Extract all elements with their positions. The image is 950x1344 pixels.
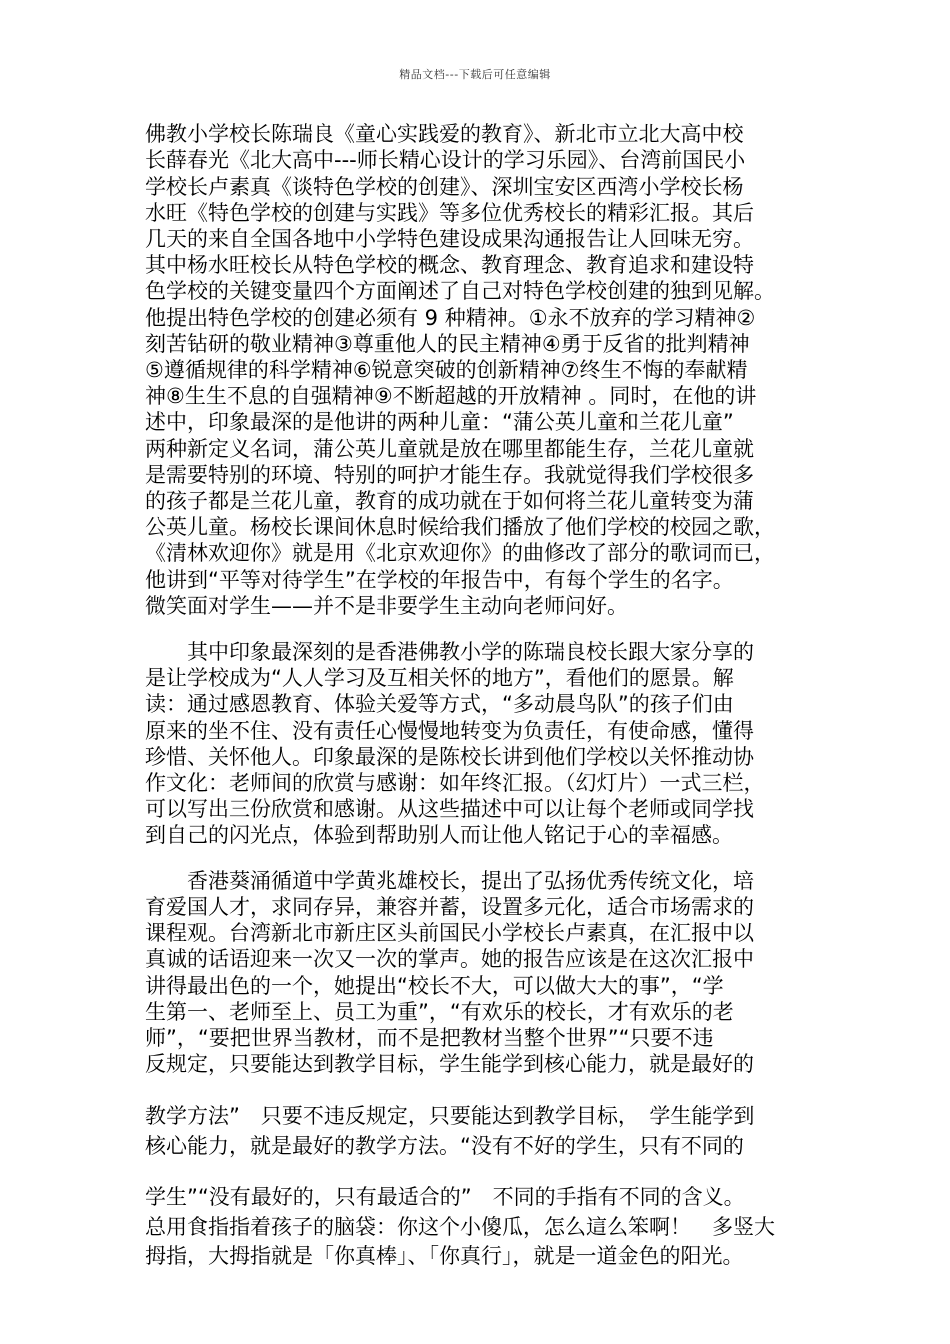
text-line: 神⑧生生不息的自强精神⑨不断超越的开放精神 。同时，在他的讲 bbox=[145, 384, 757, 408]
text-line: ⑤遵循规律的科学精神⑥锐意突破的创新精神⑦终生不悔的奉献精 bbox=[145, 358, 748, 382]
text-line: 《清林欢迎你》就是用《北京欢迎你》的曲修改了部分的歌词而已， bbox=[145, 541, 775, 565]
text-line: 他提出特色学校的创建必须有 9 种精神。①永不放弃的学习精神② bbox=[145, 306, 756, 330]
text-line: 他讲到“平等对待学生”在学校的年报告中，有每个学生的名字。 bbox=[145, 568, 734, 592]
text-line: 色学校的关键变量四个方面阐述了自己对特色学校创建的独到见解。 bbox=[145, 279, 775, 303]
text-line: 反规定，只要能达到教学目标，学生能学到核心能力，就是最好的 bbox=[145, 1052, 754, 1076]
text-line: 讲得最出色的一个，她提出“校长不大，可以做大大的事”，“学 bbox=[145, 974, 724, 998]
text-line: 总用食指指着孩子的脑袋：你这个小傻瓜，怎么這么笨啊！ 多竖大 bbox=[145, 1215, 775, 1239]
text-line: 述中，印象最深的是他讲的两种儿童：“蒲公英儿童和兰花儿童” bbox=[145, 410, 734, 434]
text-line: 的孩子都是兰花儿童，教育的成功就在于如何将兰花儿童转变为蒲 bbox=[145, 489, 754, 513]
text-line: 教学方法” 只要不违反规定，只要能达到教学目标， 学生能学到 bbox=[145, 1104, 755, 1128]
text-line: 生第一、老师至上、员工为重”，“有欢乐的校长，才有欢乐的老 bbox=[145, 1000, 734, 1024]
text-line: 珍惜、关怀他人。印象最深的是陈校长讲到他们学校以关怀推动协 bbox=[145, 745, 754, 769]
text-line: 到自己的闪光点，体验到帮助别人而让他人铭记于心的幸福感。 bbox=[145, 823, 733, 847]
text-line: 刻苦钻研的敬业精神③尊重他人的民主精神④勇于反省的批判精神 bbox=[145, 332, 750, 356]
text-line: 原来的坐不住、没有责任心慢慢地转变为负责任，有使命感，懂得 bbox=[145, 719, 754, 743]
text-line: 其中印象最深刻的是香港佛教小学的陈瑞良校长跟大家分享的 bbox=[145, 640, 754, 664]
text-line: 读：通过感恩教育、体验关爱等方式，“多动晨鸟队”的孩子们由 bbox=[145, 692, 734, 716]
text-line: 两种新定义名词，蒲公英儿童就是放在哪里都能生存，兰花儿童就 bbox=[145, 437, 754, 461]
text-line: 学校长卢素真《谈特色学校的创建》、深圳宝安区西湾小学校长杨 bbox=[145, 175, 744, 199]
text-line: 拇指，大拇指就是「你真棒」、「你真行」，就是一道金色的阳光。 bbox=[145, 1244, 744, 1268]
text-line: 佛教小学校长陈瑞良《童心实践爱的教育》、新北市立北大高中校 bbox=[145, 122, 744, 146]
text-line: 长薛春光《北大高中---师长精心设计的学习乐园》、台湾前国民小 bbox=[145, 148, 746, 172]
text-line: 真诚的话语迎来一次又一次的掌声。她的报告应该是在这次汇报中 bbox=[145, 947, 754, 971]
text-line: 水旺《特色学校的创建与实践》等多位优秀校长的精彩汇报。其后 bbox=[145, 201, 754, 225]
text-line: 师”，“要把世界当教材，而不是把教材当整个世界”“只要不违 bbox=[145, 1026, 714, 1050]
text-line: 是让学校成为“人人学习及互相关怀的地方”，看他们的愿景。解 bbox=[145, 666, 734, 690]
text-line: 是需要特别的环境、特别的呵护才能生存。我就觉得我们学校很多 bbox=[145, 463, 754, 487]
text-line: 几天的来自全国各地中小学特色建设成果沟通报告让人回味无穷。 bbox=[145, 227, 754, 251]
text-line: 课程观。台湾新北市新庄区头前国民小学校长卢素真，在汇报中以 bbox=[145, 921, 754, 945]
text-line: 其中杨水旺校长从特色学校的概念、教育理念、教育追求和建设特 bbox=[145, 253, 754, 277]
text-line: 微笑面对学生——并不是非要学生主动向老师问好。 bbox=[145, 594, 628, 618]
page-header: 精品文档---下载后可任意编辑 bbox=[399, 68, 551, 81]
text-line: 公英儿童。杨校长课间休息时候给我们播放了他们学校的校园之歌， bbox=[145, 515, 775, 539]
text-line: 核心能力，就是最好的教学方法。“没有不好的学生，只有不同的 bbox=[145, 1134, 744, 1158]
text-line: 学生”“没有最好的，只有最适合的” 不同的手指有不同的含义。 bbox=[145, 1185, 745, 1209]
text-line: 香港葵涌循道中学黄兆雄校长，提出了弘扬优秀传统文化，培 bbox=[145, 869, 754, 893]
text-line: 可以写出三份欣赏和感谢。从这些描述中可以让每个老师或同学找 bbox=[145, 797, 754, 821]
text-line: 作文化：老师间的欣赏与感谢：如年终汇报。（幻灯片）一式三栏， bbox=[145, 771, 765, 795]
text-line: 育爱国人才，求同存异，兼容并蓄，设置多元化，适合市场需求的 bbox=[145, 895, 754, 919]
